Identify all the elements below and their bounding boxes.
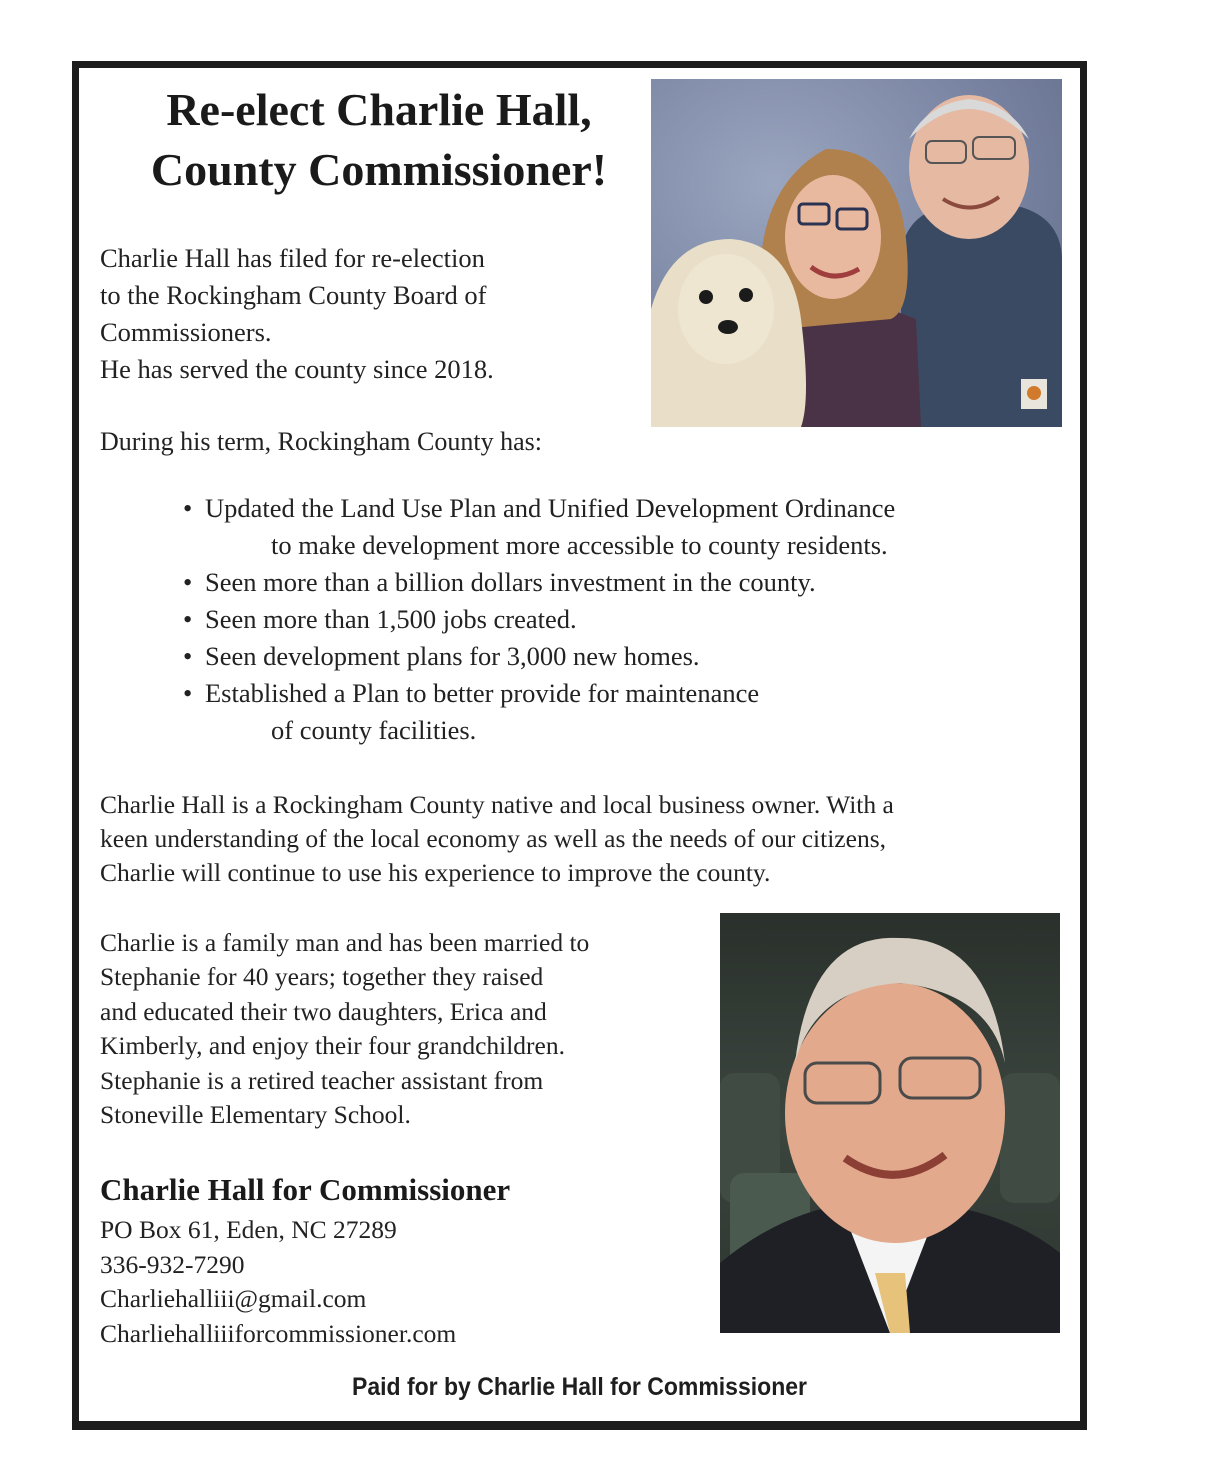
bullet-icon: • xyxy=(183,493,193,523)
list-item xyxy=(183,564,1043,601)
headline-line-1: Re-elect Charlie Hall, xyxy=(166,84,592,135)
intro-paragraph xyxy=(100,240,620,388)
address: PO Box 61, Eden, NC 27289 xyxy=(100,1215,397,1244)
headline-line-2: County Commissioner! xyxy=(150,144,608,195)
bullet-icon: • xyxy=(183,604,193,634)
paragraph-line: keen understanding of the local economy as well as the needs of our citizens, xyxy=(100,824,886,853)
paragraph-line: Charlie is a family man and has been married to xyxy=(100,928,590,957)
bullet-icon: • xyxy=(183,678,193,708)
phone-number: 336-932-7290 xyxy=(100,1249,245,1279)
list-item-text: Seen more than 1,500 jobs created. xyxy=(205,604,577,634)
paragraph-line: Charlie Hall is a Rockingham County native and local business owner. With a xyxy=(100,790,894,819)
website: Charliehalliiiforcommissioner.com xyxy=(100,1318,457,1348)
committee-name: Charlie Hall for Commissioner xyxy=(100,1172,511,1207)
list-item xyxy=(183,490,1043,564)
intro-line: Charlie Hall has filed for re-election xyxy=(100,243,485,273)
paid-for-disclaimer: Paid for by Charlie Hall for Commissioner xyxy=(352,1373,807,1401)
intro-line: Commissioners. xyxy=(100,317,272,347)
family-photo xyxy=(651,79,1062,427)
paragraph-line: Stoneville Elementary School. xyxy=(100,1100,411,1130)
email-address: Charliehalliii@gmail.com xyxy=(100,1284,367,1313)
list-item-text-continued: of county facilities. xyxy=(271,715,477,745)
headline xyxy=(109,80,649,200)
paragraph-line: Charlie will continue to use his experience to improve the county. xyxy=(100,858,771,887)
list-item-text: Updated the Land Use Plan and Unified Development Ordinance xyxy=(205,493,896,523)
portrait-photo xyxy=(720,913,1060,1333)
list-item-text: Established a Plan to better provide for maintenance xyxy=(205,678,760,708)
intro-line: to the Rockingham County Board of xyxy=(100,280,487,310)
list-item-text: Seen development plans for 3,000 new homes. xyxy=(205,641,700,671)
list-item xyxy=(183,601,1043,638)
paragraph-line: and educated their two daughters, Erica and xyxy=(100,996,547,1026)
paragraph-line: Stephanie for 40 years; together they raised xyxy=(100,962,544,992)
term-label: During his term, Rockingham County has: xyxy=(100,427,542,456)
list-item-text-continued: to make development more accessible to county residents. xyxy=(271,530,888,560)
intro-line: He has served the county since 2018. xyxy=(100,354,494,384)
campaign-ad xyxy=(72,61,1087,1430)
bullet-icon: • xyxy=(183,567,193,597)
list-item xyxy=(183,638,1043,675)
accomplishments-list xyxy=(183,490,1043,749)
list-item xyxy=(183,675,1043,749)
native-paragraph xyxy=(100,788,1020,890)
bullet-icon: • xyxy=(183,641,193,671)
family-paragraph xyxy=(100,926,680,1132)
paragraph-line: Stephanie is a retired teacher assistant from xyxy=(100,1065,544,1095)
paragraph-line: Kimberly, and enjoy their four grandchildren. xyxy=(100,1031,565,1061)
list-item-text: Seen more than a billion dollars investment in the county. xyxy=(205,567,816,597)
family-photo-image xyxy=(651,79,1062,427)
portrait-photo-image xyxy=(720,913,1060,1333)
contact-info xyxy=(100,1213,456,1351)
